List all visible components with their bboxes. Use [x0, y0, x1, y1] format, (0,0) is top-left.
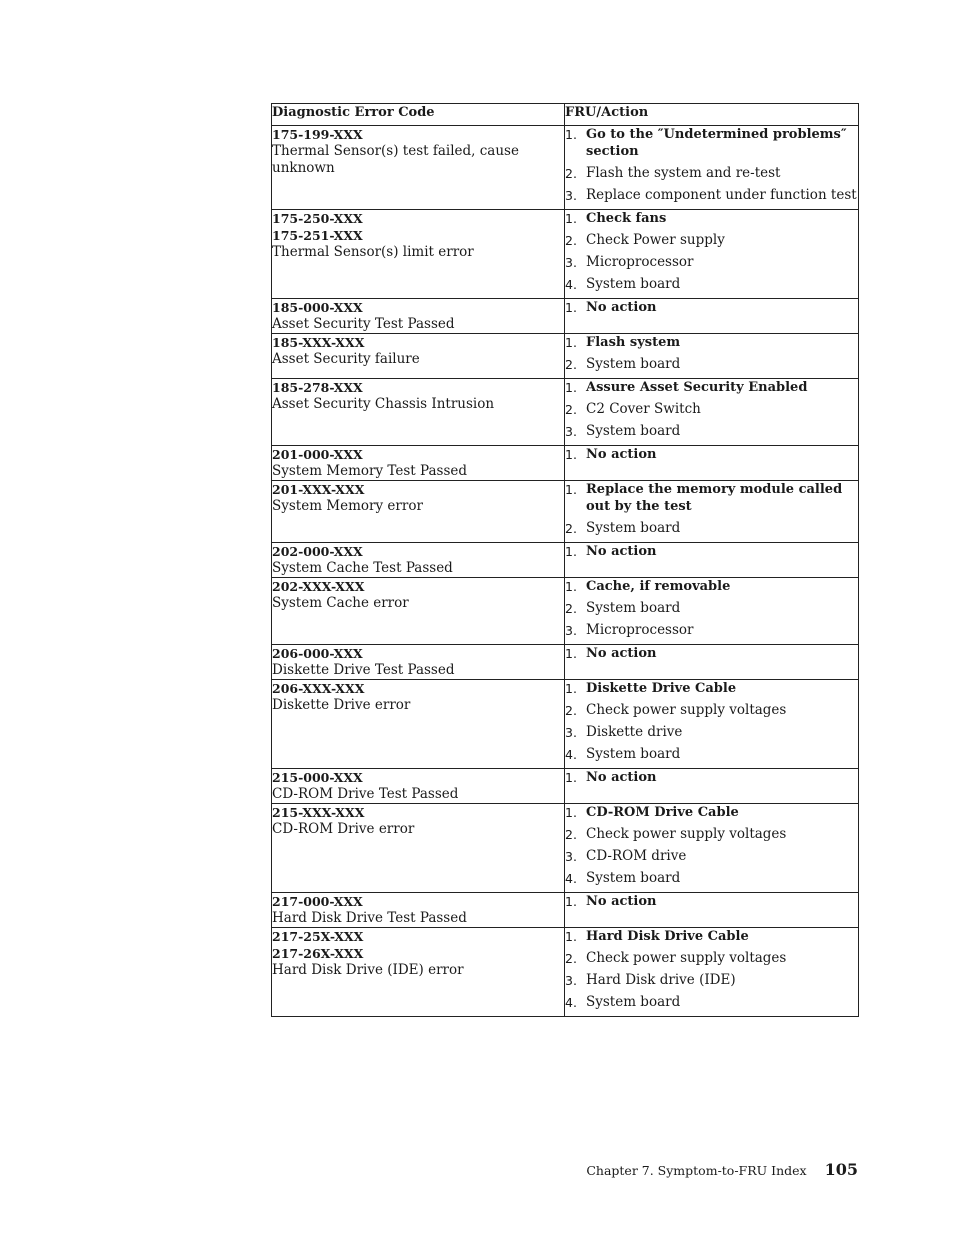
error-code-cell — [272, 210, 565, 299]
action-text: No action — [586, 447, 657, 462]
action-number: 3. — [565, 849, 577, 864]
error-description: Diskette Drive error — [272, 697, 411, 713]
table-row — [272, 299, 859, 334]
error-code-cell — [272, 481, 565, 543]
action-item — [565, 276, 858, 293]
action-item — [565, 746, 858, 763]
error-code-cell — [272, 928, 565, 1017]
action-number: 2. — [565, 951, 577, 966]
action-item — [565, 334, 858, 351]
error-code: 175-250-XXX — [272, 211, 363, 226]
fru-action-cell — [565, 769, 859, 804]
action-number: 1. — [565, 894, 577, 909]
error-code: 185-XXX-XXX — [272, 335, 365, 350]
error-code: 215-XXX-XXX — [272, 805, 365, 820]
action-item — [565, 379, 858, 396]
action-text: Diskette Drive Cable — [586, 681, 737, 696]
action-number: 2. — [565, 521, 577, 536]
action-text: Replace the memory module called out by the test — [586, 482, 843, 514]
action-text: No action — [586, 544, 657, 559]
fru-action-cell — [565, 928, 859, 1017]
action-number: 1. — [565, 805, 577, 820]
fru-action-cell — [565, 481, 859, 543]
action-number: 3. — [565, 255, 577, 270]
error-description: Thermal Sensor(s) test failed, cause unknown — [272, 143, 519, 176]
error-description: Hard Disk Drive Test Passed — [272, 910, 467, 926]
table-row — [272, 680, 859, 769]
action-item — [565, 520, 858, 537]
action-number: 1. — [565, 300, 577, 315]
error-code-cell — [272, 804, 565, 893]
action-list — [565, 210, 858, 293]
action-number: 2. — [565, 703, 577, 718]
action-number: 3. — [565, 725, 577, 740]
table-row — [272, 126, 859, 210]
action-text: System board — [586, 423, 681, 439]
action-item — [565, 481, 858, 515]
action-number: 4. — [565, 747, 577, 762]
action-text: Assure Asset Security Enabled — [586, 380, 808, 395]
action-number: 4. — [565, 871, 577, 886]
action-text: Microprocessor — [586, 254, 694, 270]
action-number: 1. — [565, 646, 577, 661]
action-number: 3. — [565, 424, 577, 439]
action-item — [565, 254, 858, 271]
action-text: No action — [586, 300, 657, 315]
error-description: Asset Security failure — [272, 351, 420, 367]
error-code-cell — [272, 578, 565, 645]
table-row — [272, 334, 859, 379]
error-code: 202-XXX-XXX — [272, 579, 365, 594]
action-text: System board — [586, 600, 681, 616]
error-description: CD-ROM Drive Test Passed — [272, 786, 459, 802]
action-item — [565, 299, 858, 316]
error-code: 217-25X-XXX — [272, 929, 364, 944]
table-header-row — [272, 104, 859, 126]
action-number: 1. — [565, 681, 577, 696]
error-code-cell — [272, 543, 565, 578]
action-item — [565, 893, 858, 910]
action-text: Replace component under function test — [586, 187, 857, 203]
error-description: Diskette Drive Test Passed — [272, 662, 455, 678]
action-item — [565, 356, 858, 373]
error-code: 185-000-XXX — [272, 300, 363, 315]
error-description: Hard Disk Drive (IDE) error — [272, 962, 464, 978]
table-row — [272, 928, 859, 1017]
action-item — [565, 848, 858, 865]
action-item — [565, 578, 858, 595]
error-code: 185-278-XXX — [272, 380, 363, 395]
action-item — [565, 622, 858, 639]
action-number: 1. — [565, 544, 577, 559]
action-number: 1. — [565, 380, 577, 395]
table-row — [272, 543, 859, 578]
action-list — [565, 893, 858, 910]
header-diagnostic-error-code: Diagnostic Error Code — [272, 104, 565, 126]
page-number: 105 — [824, 1160, 858, 1179]
action-list — [565, 645, 858, 662]
action-number: 2. — [565, 601, 577, 616]
fru-action-cell — [565, 126, 859, 210]
error-description: System Memory error — [272, 498, 423, 514]
action-item — [565, 165, 858, 182]
action-text: Check power supply voltages — [586, 702, 787, 718]
action-item — [565, 543, 858, 560]
action-item — [565, 994, 858, 1011]
action-number: 1. — [565, 447, 577, 462]
action-item — [565, 724, 858, 741]
table-row — [272, 804, 859, 893]
action-text: No action — [586, 770, 657, 785]
action-text: CD-ROM Drive Cable — [586, 805, 739, 820]
error-code: 217-000-XXX — [272, 894, 363, 909]
diagnostic-error-table — [271, 103, 859, 1017]
action-text: Hard Disk Drive Cable — [586, 929, 749, 944]
fru-action-cell — [565, 379, 859, 446]
table-row — [272, 769, 859, 804]
error-description: CD-ROM Drive error — [272, 821, 415, 837]
table-row — [272, 893, 859, 928]
fru-action-cell — [565, 578, 859, 645]
action-item — [565, 769, 858, 786]
action-number: 2. — [565, 233, 577, 248]
action-number: 2. — [565, 166, 577, 181]
action-text: Diskette drive — [586, 724, 683, 740]
error-code: 206-000-XXX — [272, 646, 363, 661]
action-list — [565, 334, 858, 373]
action-item — [565, 950, 858, 967]
action-list — [565, 126, 858, 204]
error-description: Asset Security Chassis Intrusion — [272, 396, 495, 412]
table-row — [272, 446, 859, 481]
error-code-cell — [272, 680, 565, 769]
error-code: 206-XXX-XXX — [272, 681, 365, 696]
action-item — [565, 870, 858, 887]
fru-action-cell — [565, 804, 859, 893]
action-list — [565, 928, 858, 1011]
action-text: Cache, if removable — [586, 579, 731, 594]
action-item — [565, 680, 858, 697]
fru-action-cell — [565, 446, 859, 481]
action-text: Check Power supply — [586, 232, 725, 248]
action-list — [565, 578, 858, 639]
action-item — [565, 804, 858, 821]
action-text: Check power supply voltages — [586, 950, 787, 966]
action-number: 1. — [565, 211, 577, 226]
action-item — [565, 423, 858, 440]
action-number: 1. — [565, 127, 577, 142]
action-item — [565, 826, 858, 843]
error-code-cell — [272, 893, 565, 928]
table-row — [272, 481, 859, 543]
error-code: 217-26X-XXX — [272, 946, 364, 961]
action-item — [565, 446, 858, 463]
fru-action-cell — [565, 210, 859, 299]
action-item — [565, 645, 858, 662]
action-item — [565, 401, 858, 418]
fru-action-cell — [565, 334, 859, 379]
action-item — [565, 702, 858, 719]
action-number: 2. — [565, 357, 577, 372]
table-row — [272, 210, 859, 299]
action-text: No action — [586, 646, 657, 661]
action-text: System board — [586, 356, 681, 372]
table-row — [272, 578, 859, 645]
chapter-title: Chapter 7. Symptom-to-FRU Index — [586, 1163, 807, 1178]
action-number: 1. — [565, 482, 577, 497]
error-code-cell — [272, 299, 565, 334]
action-item — [565, 232, 858, 249]
fru-action-cell — [565, 645, 859, 680]
action-text: System board — [586, 994, 681, 1010]
action-item — [565, 187, 858, 204]
action-text: CD-ROM drive — [586, 848, 687, 864]
action-number: 1. — [565, 929, 577, 944]
action-text: C2 Cover Switch — [586, 401, 701, 417]
error-description: Asset Security Test Passed — [272, 316, 455, 332]
page-footer — [586, 1160, 858, 1179]
action-list — [565, 481, 858, 537]
action-number: 3. — [565, 973, 577, 988]
error-code-cell — [272, 769, 565, 804]
error-code: 215-000-XXX — [272, 770, 363, 785]
action-number: 1. — [565, 579, 577, 594]
table-row — [272, 645, 859, 680]
action-text: System board — [586, 746, 681, 762]
action-number: 3. — [565, 188, 577, 203]
error-description: System Memory Test Passed — [272, 463, 468, 479]
header-fru-action: FRU/Action — [565, 104, 859, 126]
error-description: System Cache error — [272, 595, 409, 611]
error-code-cell — [272, 645, 565, 680]
table-row — [272, 379, 859, 446]
action-item — [565, 928, 858, 945]
error-code: 202-000-XXX — [272, 544, 363, 559]
error-code: 175-251-XXX — [272, 228, 363, 243]
action-list — [565, 804, 858, 887]
fru-action-cell — [565, 893, 859, 928]
action-list — [565, 299, 858, 316]
action-number: 2. — [565, 402, 577, 417]
action-text: System board — [586, 276, 681, 292]
action-list — [565, 680, 858, 763]
error-description: Thermal Sensor(s) limit error — [272, 244, 474, 260]
fru-action-cell — [565, 543, 859, 578]
error-code: 201-XXX-XXX — [272, 482, 365, 497]
action-text: Check power supply voltages — [586, 826, 787, 842]
action-number: 1. — [565, 770, 577, 785]
action-number: 1. — [565, 335, 577, 350]
error-code-cell — [272, 126, 565, 210]
action-number: 3. — [565, 623, 577, 638]
action-text: Hard Disk drive (IDE) — [586, 972, 736, 988]
action-list — [565, 543, 858, 560]
fru-action-cell — [565, 299, 859, 334]
action-text: Flash the system and re-test — [586, 165, 781, 181]
action-text: Flash system — [586, 335, 681, 350]
action-item — [565, 126, 858, 160]
action-text: No action — [586, 894, 657, 909]
action-number: 2. — [565, 827, 577, 842]
action-list — [565, 446, 858, 463]
error-code: 201-000-XXX — [272, 447, 363, 462]
error-description: System Cache Test Passed — [272, 560, 453, 576]
action-list — [565, 379, 858, 440]
error-code-cell — [272, 334, 565, 379]
action-text: Check fans — [586, 211, 667, 226]
action-item — [565, 210, 858, 227]
error-code-cell — [272, 446, 565, 481]
action-list — [565, 769, 858, 786]
action-text: System board — [586, 520, 681, 536]
error-code: 175-199-XXX — [272, 127, 363, 142]
action-number: 4. — [565, 995, 577, 1010]
error-code-cell — [272, 379, 565, 446]
action-text: Microprocessor — [586, 622, 694, 638]
action-number: 4. — [565, 277, 577, 292]
table-body — [272, 126, 859, 1017]
action-item — [565, 600, 858, 617]
action-text: System board — [586, 870, 681, 886]
fru-action-cell — [565, 680, 859, 769]
action-item — [565, 972, 858, 989]
action-text: Go to the ″Undetermined problems″ section — [586, 127, 847, 159]
